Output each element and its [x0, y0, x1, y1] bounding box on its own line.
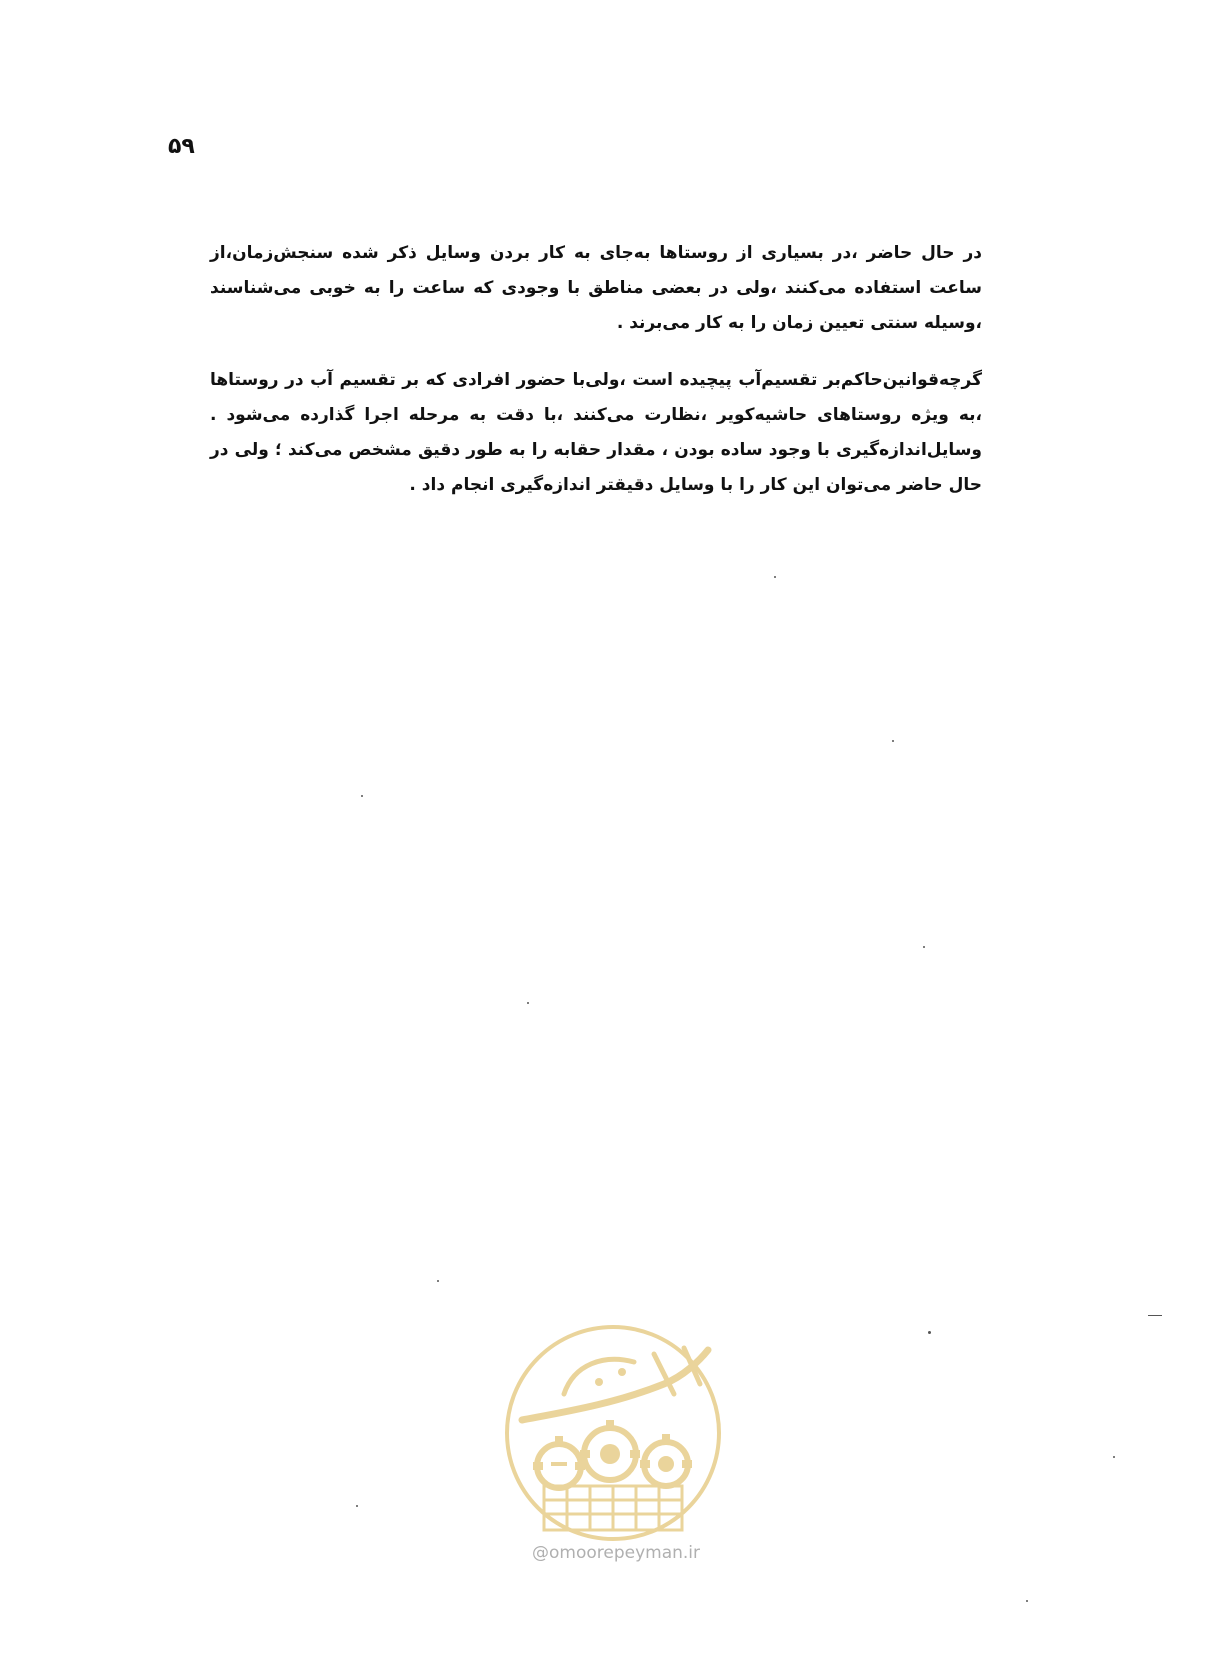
scan-speck — [774, 576, 776, 578]
scan-speck — [1026, 1600, 1028, 1602]
scan-speck — [928, 1331, 931, 1334]
scan-speck — [527, 1002, 529, 1004]
body-text — [210, 236, 982, 525]
scan-speck — [361, 795, 363, 797]
scan-speck — [1148, 1315, 1162, 1316]
paragraph-1: در حال حاضر ،در بسیاری از روستاها به‌جای به کار بردن وسایل ذکر شده سنجش‌زمان،از ساعت استفاده می‌کنند ،ولی در بعضی مناطق با وجودی که ساعت را به خوبی می‌شناسند ،وسیله سنتی تعیین زمان را به کار می‌برند . — [210, 243, 982, 333]
watermark-logo — [504, 1324, 722, 1542]
watermark-url: @omoorepeyman.ir — [531, 1543, 701, 1563]
scan-speck — [356, 1505, 358, 1507]
paragraph-2: گرچه‌قوانین‌حاکم‌بر تقسیم‌آب پیچیده است ،ولی‌با حضور افرادی که بر تقسیم آب در روستاها ،به ویژه روستاهای حاشیه‌کویر ،نظارت می‌کنند ،با دقت به مرحله اجرا گذارده می‌شود . وسایل‌اندازه‌گیری با وجود ساده بودن ، مقدار حقابه را به طور دقیق مشخص می‌کند ؛ ولی در حال حاضر می‌توان این کار را با وسایل دقیقتر اندازه‌گیری انجام داد . — [210, 370, 982, 495]
scan-speck — [923, 946, 925, 948]
scan-speck — [892, 740, 894, 742]
scan-speck — [437, 1280, 439, 1282]
page-number: ۵۹ — [168, 134, 195, 159]
scan-speck — [1113, 1456, 1115, 1458]
